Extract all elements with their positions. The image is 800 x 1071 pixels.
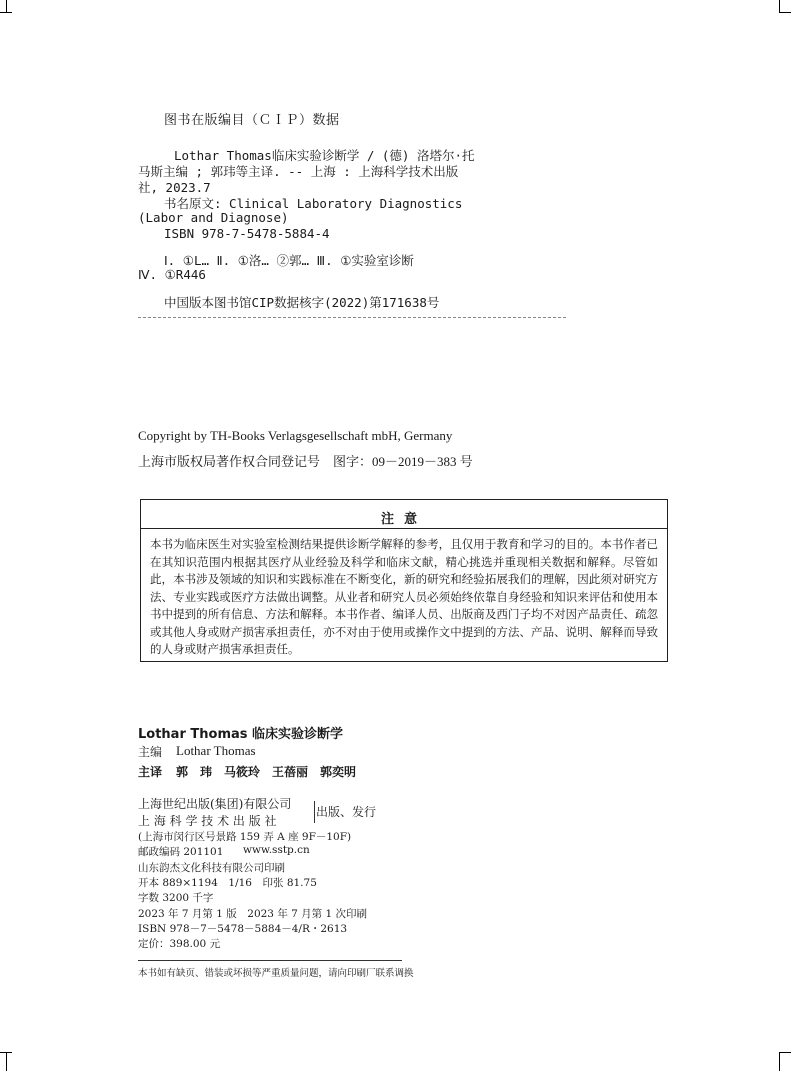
- cip-classification-1: Ⅰ. ①L… Ⅱ. ①洛… ②郭… Ⅲ. ①实验室诊断: [164, 253, 414, 268]
- website: www.sstp.cn: [243, 844, 310, 856]
- cip-isbn: ISBN 978-7-5478-5884-4: [164, 226, 330, 241]
- publisher-address: (上海市闵行区号景路 159 弄 A 座 9F－10F): [138, 831, 352, 843]
- publisher-brace: [310, 801, 315, 823]
- notice-body: 本书为临床医生对实验室检测结果提供诊断学解释的参考，且仅用于教育和学习的目的。本书作者已在其知识范围内根据其医疗从业经验及科学和临床文献，精心挑选并重现相关数据和解释。尽管如此，本书涉及领域的知识和实践标准在不断变化，新的研究和经验拓展我们的理解，因此须对研究方法、专业实践或医疗方法做出调整。从业者和研究人员必须始终依靠自身经验和知识来评估和使用本书中提到的所有信息、方法和解释。本书作者、编译人员、出版商及西门子均不对因产品责任、疏忽或其他人身或财产损害承担责任，亦不对由于使用或操作文中提到的方法、产品、说明、解释而导致的人身或财产损害承担责任。: [150, 537, 658, 656]
- isbn-full: ISBN 978－7－5478－5884－4/R・2613: [138, 923, 348, 935]
- crop-mark-top-right-v: [779, 0, 780, 12]
- edition-info: 2023 年 7 月第 1 版 2023 年 7 月第 1 次印刷: [138, 908, 368, 920]
- cip-line-4: 书名原文: Clinical Laboratory Diagnostics: [164, 196, 463, 211]
- crop-mark-bottom-right-h: [779, 1052, 791, 1053]
- crop-mark-bottom-right-v: [779, 1052, 780, 1071]
- cip-line-5: (Labor and Diagnose): [138, 210, 289, 225]
- footer-rule: [138, 960, 402, 961]
- cip-divider: [138, 317, 566, 318]
- cip-classification-2: Ⅳ. ①R446: [138, 267, 206, 282]
- publisher-group: 上海世纪出版(集团)有限公司: [138, 797, 292, 811]
- cip-title: 图书在版编目（ＣＩＰ）数据: [164, 113, 340, 128]
- price: 定价：398.00 元: [138, 938, 221, 950]
- book-title: Lothar Thomas 临床实验诊断学: [138, 727, 344, 742]
- crop-mark-top-left-v: [6, 0, 7, 12]
- editor-label: 主编: [138, 745, 163, 759]
- postcode: 邮政编码 201101: [138, 846, 224, 858]
- word-count: 字数 3200 千字: [138, 892, 214, 904]
- cip-record-number: 中国版本图书馆CIP数据核字(2022)第171638号: [164, 295, 440, 310]
- publisher-name: 上 海 科 学 技 术 出 版 社: [138, 814, 277, 828]
- crop-mark-bottom-left-h: [0, 1052, 12, 1053]
- crop-mark-top-right-h: [779, 12, 791, 13]
- notice-title: 注意: [380, 512, 427, 527]
- translator-label: 主译: [138, 765, 163, 779]
- publish-role: 出版、发行: [316, 805, 377, 819]
- crop-mark-top-left-h: [0, 12, 12, 13]
- notice-box: [140, 499, 668, 662]
- format-info: 开本 889×1194 1/16 印张 81.75: [138, 877, 317, 889]
- cip-line-3: 社, 2023.7: [138, 180, 211, 195]
- translator-names: 郭 玮 马筱玲 王蓓丽 郭奕明: [176, 765, 357, 779]
- editor-name: Lothar Thomas: [176, 743, 256, 758]
- cip-line-1: Lothar Thomas临床实验诊断学 / (德) 洛塔尔·托: [174, 148, 475, 163]
- crop-mark-bottom-left-v: [6, 1052, 7, 1071]
- copyright-line: Copyright by TH-Books Verlagsgesellschaft mbH, Germany: [138, 428, 453, 443]
- footer-note: 本书如有缺页、错装或坏损等严重质量问题，请向印刷厂联系调换: [138, 968, 414, 979]
- copyright-registration: 上海市版权局著作权合同登记号 图字：09－2019－383 号: [138, 454, 473, 469]
- notice-title-rule: [141, 528, 667, 529]
- printer: 山东韵杰文化科技有限公司印刷: [138, 862, 285, 874]
- cip-line-2: 马斯主编 ; 郭玮等主译. -- 上海 : 上海科学技术出版: [138, 164, 459, 179]
